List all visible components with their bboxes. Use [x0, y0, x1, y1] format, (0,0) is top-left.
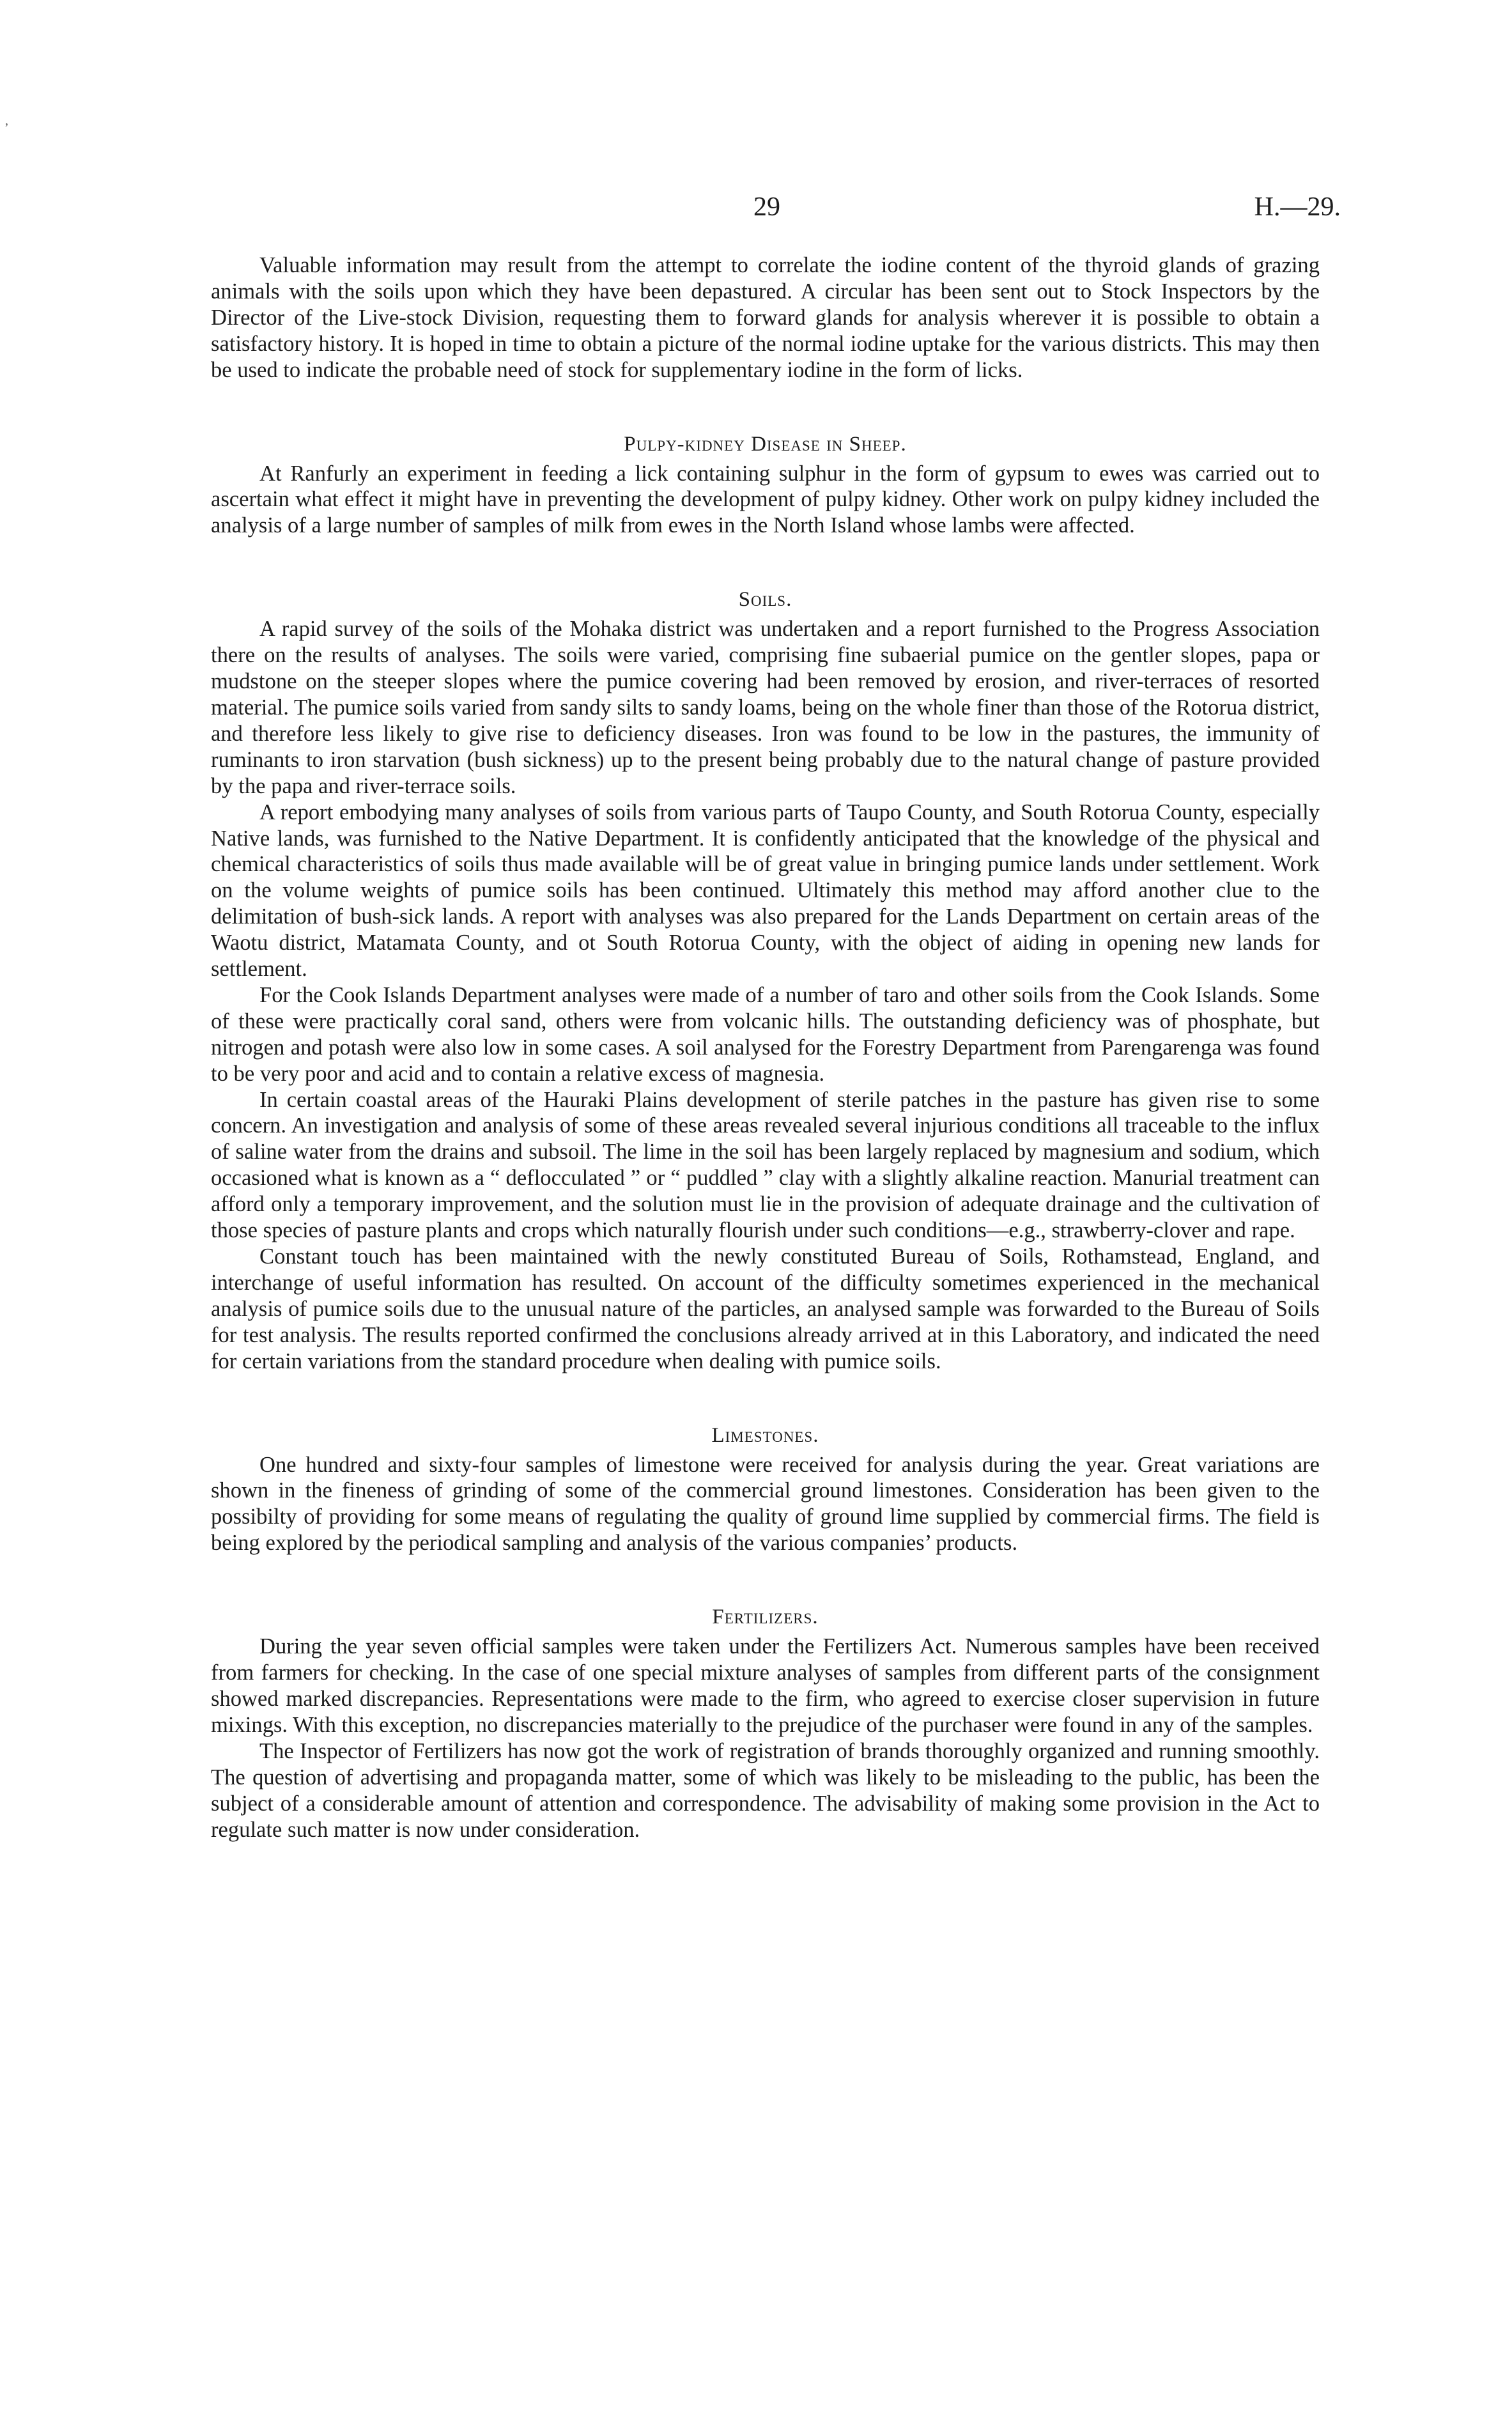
pulpy-kidney-section: [211, 431, 1320, 539]
paragraph: The Inspector of Fertilizers has now got the work of registration of brands thoroughly organized and running smoothly. The question of advertising and propaganda matter, some of which was likely to be misleading to the public, has been the subject of a considerable amount of attention and correspondence. The advisability of making some provision in the Act to regulate such matter is now under consideration.: [211, 1738, 1320, 1842]
paragraph: One hundred and sixty-four samples of limestone were received for analysis during the year. Great variations are shown in the fineness of grinding of some of the commercial ground limestones. Consideration has been given to the possibilty of providing for some means of regulating the quality of ground lime supplied by commercial firms. The field is being explored by the periodical sampling and analysis of the various companies’ products.: [211, 1452, 1320, 1556]
paragraph: A rapid survey of the soils of the Mohaka district was undertaken and a report furnished to the Progress Association there on the results of analyses. The soils were varied, comprising fine subaerial pumice on the gentler slopes, papa or mudstone on the steeper slopes where the pumice covering had been removed by erosion, and river-terraces of resorted material. The pumice soils varied from sandy silts to sandy loams, being on the whole finer than those of the Rotorua district, and therefore less likely to give rise to deficiency diseases. Iron was found to be low in the pastures, the immunity of ruminants to iron starvation (bush sickness) up to the present being probably due to the natural change of pasture provided by the papa and river-terrace soils.: [211, 617, 1320, 798]
margin-mark: ,: [5, 114, 8, 128]
soils-section: [211, 587, 1320, 1374]
page-header: [211, 192, 1341, 230]
intro-section: [211, 252, 1320, 383]
document-code: H.—29.: [1254, 192, 1341, 222]
section-heading: Pulpy-kidney Disease in Sheep.: [624, 432, 907, 456]
paragraph: A report embodying many analyses of soils from various parts of Taupo County, and South Rotorua County, especially Native lands, was furnished to the Native Department. It is confidently anticipated that the knowledge of the physical and chemical characteristics of soils thus made available will be of great value in bringing pumice lands under settlement. Work on the volume weights of pumice soils has been continued. Ultimately this method may afford another clue to the delimitation of bush-sick lands. A report with analyses was also prepared for the Lands Department on certain areas of the Waotu district, Matamata County, and ot South Rotorua County, with the object of aiding in opening new lands for settlement.: [211, 800, 1320, 982]
section-heading: Soils.: [738, 588, 792, 612]
section-heading: Fertilizers.: [712, 1605, 819, 1629]
section-heading: Limestones.: [711, 1423, 819, 1447]
page-number: 29: [753, 192, 780, 222]
limestones-section: [211, 1423, 1320, 1557]
paragraph: Constant touch has been maintained with the newly constituted Bureau of Soils, Rothamstead, England, and interchange of useful information has resulted. On account of the difficulty sometimes experienced in the mechanical analysis of pumice soils due to the unusual nature of the particles, an analysed sample was forwarded to the Bureau of Soils for test analysis. The results reported confirmed the conclusions already arrived at in this Laboratory, and indicated the need for certain variations from the standard procedure when dealing with pumice soils.: [211, 1244, 1320, 1373]
paragraph: For the Cook Islands Department analyses were made of a number of taro and other soils from the Cook Islands. Some of these were practically coral sand, others were from volcanic hills. The outstanding deficiency was of phosphate, but nitrogen and potash were also low in some cases. A soil analysed for the Forestry Department from Parengarenga was found to be very poor and acid and to contain a relative excess of magnesia.: [211, 982, 1320, 1086]
paragraph: During the year seven official samples were taken under the Fertilizers Act. Numerous samples have been received from farmers for checking. In the case of one special mixture analyses of samples from different parts of the consignment showed marked discrepancies. Representations were made to the firm, who agreed to exercise closer supervision in future mixings. With this exception, no discrepancies materially to the prejudice of the purchaser were found in any of the samples.: [211, 1634, 1320, 1737]
paragraph: Valuable information may result from the attempt to correlate the iodine content of the thyroid glands of grazing animals with the soils upon which they have been depastured. A circular has been sent out to Stock Inspectors by the Director of the Live-stock Division, requesting them to forward glands for analysis wherever it is possible to obtain a satisfactory history. It is hoped in time to obtain a picture of the normal iodine uptake for the various districts. This may then be used to indicate the probable need of stock for supplementary iodine in the form of licks.: [211, 253, 1320, 382]
fertilizers-section: [211, 1604, 1320, 1843]
page-content: [211, 252, 1320, 1843]
paragraph: At Ranfurly an experiment in feeding a lick containing sulphur in the form of gypsum to ewes was carried out to ascertain what effect it might have in preventing the development of pulpy kidney. Other work on pulpy kidney included the analysis of a large number of samples of milk from ewes in the North Island whose lambs were affected.: [211, 461, 1320, 538]
paragraph: In certain coastal areas of the Hauraki Plains development of sterile patches in the pasture has given rise to some concern. An investigation and analysis of some of these areas revealed several injurious conditions all traceable to the influx of saline water from the drains and subsoil. The lime in the soil has been largely replaced by magnesium and sodium, which occasioned what is known as a “ deflocculated ” or “ puddled ” clay with a slightly alkaline reaction. Manurial treatment can afford only a temporary improvement, and the solution must lie in the provision of adequate drainage and the cultivation of those species of pasture plants and crops which naturally flourish under such conditions—e.g., strawberry-clover and rape.: [211, 1087, 1320, 1243]
